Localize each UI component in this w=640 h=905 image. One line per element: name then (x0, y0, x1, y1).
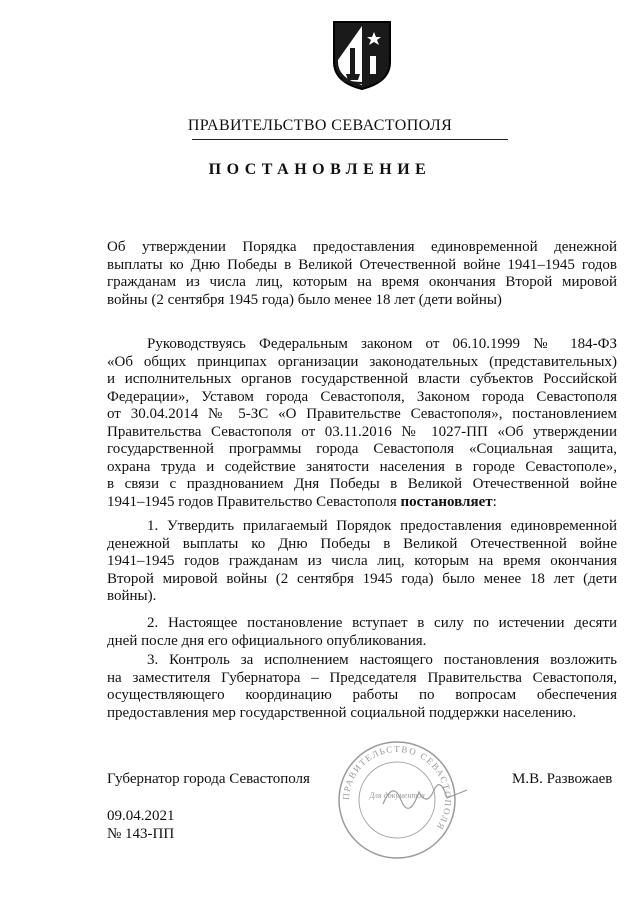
preamble-paragraph (107, 336, 617, 511)
item-line: предоставления мер государственной социальной поддержки населению. (107, 704, 577, 721)
preamble-line: Правительства Севастополя от 03.11.2016 № 1027-ПП «Об утверждении (107, 423, 617, 440)
item-line: дней после дня его официального опубликования. (107, 632, 427, 649)
resolution-item-1 (107, 518, 617, 606)
subject-line: гражданам из числа лиц, которым на время окончания Второй мировой (107, 274, 617, 290)
preamble-line: охрана труда и содействие занятости населения в городе Севастополе», (107, 458, 617, 475)
signatory-name: М.В. Развожаев (512, 771, 613, 787)
item-line: денежной выплаты ко Дню Победы в Великой Отечественной войне (107, 535, 617, 552)
coat-of-arms-icon (330, 18, 394, 92)
resolution-item-2 (107, 615, 617, 650)
signatory-position: Губернатор города Севастополя (107, 771, 310, 787)
preamble-line: Федерации», Уставом города Севастополя, Законом города Севастополя (107, 388, 617, 405)
subject-line: выплаты ко Дню Победы в Великой Отечественной войне 1941–1945 годов (107, 256, 617, 273)
item-line: осуществляющего координацию работы по вопросам обеспечения (107, 687, 617, 703)
stamp-center-text: Для документов (369, 791, 425, 800)
preamble-colon: : (492, 493, 497, 510)
preamble-line: и исполнительных органов государственной власти субъектов Российской (107, 371, 617, 387)
preamble-line: государственной программы города Севастополя «Социальная защита, (107, 441, 617, 457)
item-line: Второй мировой войны (2 сентября 1945 года) было менее 18 лет (дети (107, 570, 617, 587)
item-line: 1941–1945 годов гражданам из числа лиц, которым на время окончания (107, 553, 617, 569)
decides-keyword: постановляет (400, 493, 493, 510)
preamble-line: «Об общих принципах организации законодательных (представительных) (107, 353, 617, 370)
title-underline (192, 139, 508, 140)
document-subject (107, 239, 617, 309)
preamble-line: Руководствуясь Федеральным законом от 06.10.1999 № 184-ФЗ (147, 336, 617, 352)
item-line: 3. Контроль за исполнением настоящего постановления возложить (147, 652, 617, 668)
item-line: на заместителя Губернатора – Председателя Правительства Севастополя, (107, 669, 617, 686)
preamble-line: в связи с празднованием Дня Победы в Великой Отечественной войне (107, 476, 617, 492)
subject-line: Об утверждении Порядка предоставления единовременной денежной (107, 239, 617, 255)
item-line: войны). (107, 588, 157, 604)
preamble-line: от 30.04.2014 № 5-ЗС «О Правительстве Севастополя», постановлением (107, 406, 617, 422)
subject-line: войны (2 сентября 1945 года) было менее 18 лет (дети войны) (107, 291, 502, 308)
document-date: 09.04.2021 (107, 808, 175, 824)
handwritten-signature (375, 770, 475, 820)
document-type: ПОСТАНОВЛЕНИЕ (208, 161, 432, 178)
government-title: ПРАВИТЕЛЬСТВО СЕВАСТОПОЛЯ (187, 117, 453, 134)
item-line: 1. Утвердить прилагаемый Порядок предоставления единовременной (147, 518, 617, 534)
preamble-line: 1941–1945 годов Правительство Севастополя (107, 493, 401, 510)
document-number: № 143-ПП (107, 826, 175, 842)
resolution-item-3 (107, 652, 617, 722)
item-line: 2. Настоящее постановление вступает в силу по истечении десяти (147, 615, 617, 631)
stamp-ring-text: ПРАВИТЕЛЬСТВО СЕВАСТОПОЛЯ (340, 743, 454, 833)
preamble-last-line (107, 494, 617, 512)
